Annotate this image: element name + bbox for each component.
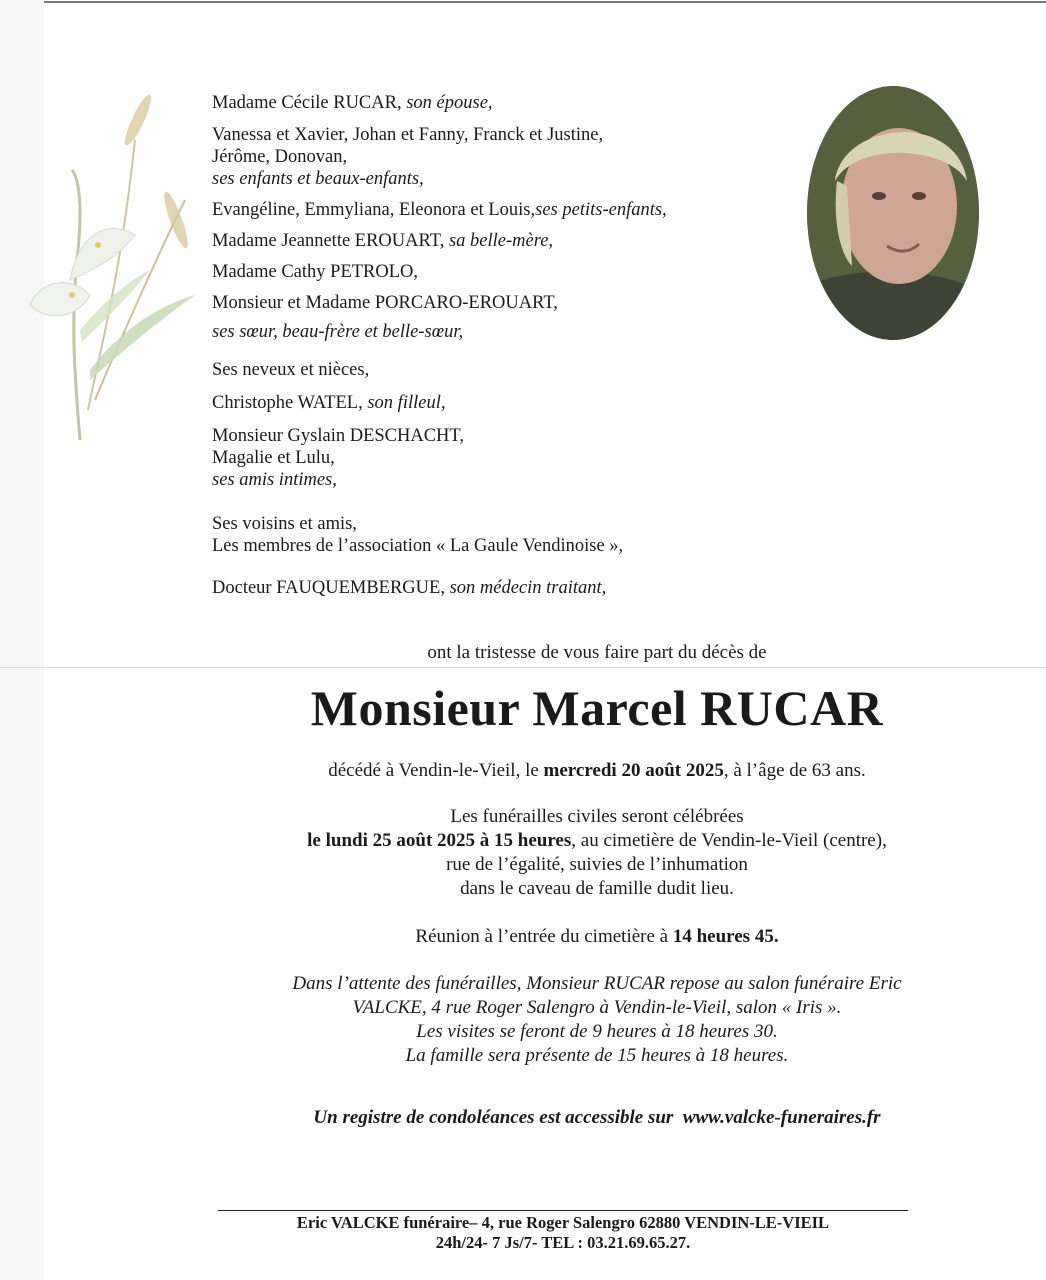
visit-line-2: VALCKE, 4 rue Roger Salengro à Vendin-le-Vieil, salon « Iris ».	[352, 997, 842, 1018]
visit-info	[220, 972, 974, 1068]
funeral-line-4: dans le caveau de famille dudit lieu.	[460, 878, 734, 899]
footer-address: Eric VALCKE funéraire– 4, rue Roger Salengro 62880 VENDIN-LE-VIEIL	[296, 1213, 830, 1232]
family-line-5-relation: ses petits-enfants,	[535, 200, 667, 220]
visit-line-1: Dans l’attente des funérailles, Monsieur RUCAR repose au salon funéraire Eric	[292, 973, 902, 994]
family-list	[212, 92, 802, 599]
family-line-15: Ses voisins et amis,	[212, 514, 357, 534]
registry-info	[220, 1106, 974, 1130]
funeral-info	[220, 805, 974, 901]
family-line-16: Les membres de l’association « La Gaule Vendinoise »,	[212, 536, 624, 556]
visit-line-3: Les visites se feront de 9 heures à 18 heures 30.	[416, 1021, 778, 1042]
death-date: mercredi 20 août 2025	[543, 760, 724, 781]
funeral-line-3: rue de l’égalité, suivies de l’inhumation	[446, 854, 748, 875]
deceased-name: Monsieur Marcel RUCAR	[310, 680, 884, 736]
registry-text: Un registre de condoléances est accessible sur	[313, 1107, 674, 1128]
portrait-photo	[807, 86, 979, 340]
meeting-info	[220, 925, 974, 949]
meeting-text: Réunion à l’entrée du cimetière à	[415, 926, 669, 947]
family-line-5-name: Evangéline, Emmyliana, Eleonora et Louis,	[212, 200, 536, 220]
death-place: décédé à Vendin-le-Vieil, le	[328, 760, 539, 781]
family-line-6-relation: sa belle-mère,	[448, 231, 554, 251]
family-line-6-name: Madame Jeannette EROUART,	[212, 231, 445, 251]
announcement	[220, 641, 974, 665]
family-line-10: Ses neveux et nièces,	[212, 360, 370, 380]
death-age: , à l’âge de 63 ans.	[723, 760, 866, 781]
family-line-3: Jérôme, Donovan,	[212, 147, 348, 167]
death-info	[220, 759, 974, 783]
fold-line	[0, 667, 1046, 668]
footer-divider	[218, 1210, 908, 1211]
family-line-8: Monsieur et Madame PORCARO-EROUART,	[212, 293, 558, 313]
funeral-line-1: Les funérailles civiles seront célébrées	[450, 806, 744, 827]
registry-link[interactable]: www.valcke-funeraires.fr	[682, 1107, 881, 1128]
funeral-date: le lundi 25 août 2025 à 15 heures	[307, 830, 572, 851]
family-line-1-name: Madame Cécile RUCAR,	[212, 93, 402, 113]
family-line-11-name: Christophe WATEL,	[212, 393, 363, 413]
family-line-12: Monsieur Gyslain DESCHACHT,	[212, 426, 464, 446]
family-line-17-relation: son médecin traitant,	[449, 578, 607, 598]
footer	[218, 1213, 908, 1253]
family-line-7: Madame Cathy PETROLO,	[212, 262, 419, 282]
visit-line-4: La famille sera présente de 15 heures à 18 heures.	[405, 1045, 789, 1066]
family-line-4: ses enfants et beaux-enfants,	[212, 169, 424, 189]
family-line-1-relation: son épouse,	[406, 93, 493, 113]
footer-phone: 24h/24- 7 Js/7- TEL : 03.21.69.65.27.	[435, 1233, 691, 1252]
family-line-17-name: Docteur FAUQUEMBERGUE,	[212, 578, 445, 598]
family-line-11-relation: son filleul,	[367, 393, 446, 413]
family-line-2: Vanessa et Xavier, Johan et Fanny, Franck et Justine,	[212, 125, 604, 145]
top-border	[0, 1, 1046, 3]
funeral-place: , au cimetière de Vendin-le-Vieil (centre),	[571, 830, 887, 851]
announcement-text: ont la tristesse de vous faire part du décès de	[427, 642, 767, 663]
meeting-time: 14 heures 45.	[672, 926, 779, 947]
family-line-13: Magalie et Lulu,	[212, 448, 335, 468]
family-line-14: ses amis intimes,	[212, 470, 337, 490]
family-line-9: ses sœur, beau-frère et belle-sœur,	[212, 322, 464, 342]
lily-flower-illustration	[10, 80, 200, 450]
